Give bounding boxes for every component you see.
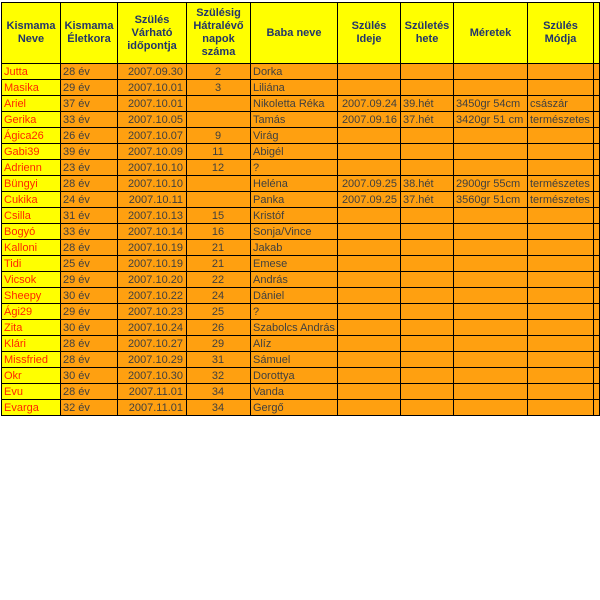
- column-header-baba_neve[interactable]: Baba neve: [251, 3, 338, 64]
- cell-baba_neve[interactable]: Nikoletta Réka: [251, 96, 338, 112]
- column-header-szuletes_hete[interactable]: Születés hete: [401, 3, 454, 64]
- cell-kismama_neve[interactable]: Kalloni: [2, 240, 61, 256]
- cell-cutoff: [594, 336, 600, 352]
- cell-szuletes_hete[interactable]: [401, 208, 454, 224]
- cell-kismama_eletkora[interactable]: 31 év: [61, 208, 118, 224]
- table-row: [2, 192, 600, 208]
- cell-szules_ideje[interactable]: [338, 80, 401, 96]
- cell-szulesig_napok[interactable]: 15: [187, 208, 251, 224]
- cell-cutoff: [594, 192, 600, 208]
- cell-szuletes_hete[interactable]: [401, 144, 454, 160]
- cell-szulesig_napok[interactable]: [187, 112, 251, 128]
- cell-kismama_eletkora[interactable]: 23 év: [61, 160, 118, 176]
- cell-szules_varhato[interactable]: 2007.10.07: [118, 128, 187, 144]
- cell-cutoff: [594, 128, 600, 144]
- cell-baba_neve[interactable]: Sonja/Vince: [251, 224, 338, 240]
- cell-cutoff: [594, 384, 600, 400]
- cell-kismama_neve[interactable]: Büngyi: [2, 176, 61, 192]
- cell-meretek[interactable]: [454, 320, 528, 336]
- cell-szulesig_napok[interactable]: 22: [187, 272, 251, 288]
- cell-baba_neve[interactable]: Abigél: [251, 144, 338, 160]
- column-header-meretek[interactable]: Méretek: [454, 3, 528, 64]
- cell-cutoff: [594, 368, 600, 384]
- cell-szules_ideje[interactable]: 2007.09.25: [338, 176, 401, 192]
- cell-szuletes_hete[interactable]: 37.hét: [401, 112, 454, 128]
- cell-kismama_eletkora[interactable]: 28 év: [61, 176, 118, 192]
- cell-kismama_neve[interactable]: Csilla: [2, 208, 61, 224]
- cell-szulesig_napok[interactable]: 25: [187, 304, 251, 320]
- cell-szules_ideje[interactable]: [338, 224, 401, 240]
- cell-szules_ideje[interactable]: [338, 240, 401, 256]
- cell-szules_varhato[interactable]: 2007.10.19: [118, 256, 187, 272]
- cell-baba_neve[interactable]: Tamás: [251, 112, 338, 128]
- cell-szulesig_napok[interactable]: 11: [187, 144, 251, 160]
- cell-cutoff: [594, 112, 600, 128]
- cell-kismama_eletkora[interactable]: 29 év: [61, 304, 118, 320]
- cell-szules_ideje[interactable]: [338, 128, 401, 144]
- cell-szulesig_napok[interactable]: 34: [187, 384, 251, 400]
- cell-szules_ideje[interactable]: 2007.09.25: [338, 192, 401, 208]
- column-header-szules_ideje[interactable]: Szülés Ideje: [338, 3, 401, 64]
- table-row: [2, 64, 600, 80]
- cell-szules_modja[interactable]: [528, 128, 594, 144]
- cell-kismama_eletkora[interactable]: 30 év: [61, 288, 118, 304]
- cell-meretek[interactable]: [454, 128, 528, 144]
- cell-szules_modja[interactable]: [528, 304, 594, 320]
- table-row: [2, 160, 600, 176]
- cell-meretek[interactable]: [454, 256, 528, 272]
- cell-szules_varhato[interactable]: 2007.10.24: [118, 320, 187, 336]
- column-header-cutoff: [594, 3, 600, 64]
- cell-szules_modja[interactable]: [528, 288, 594, 304]
- cell-szulesig_napok[interactable]: [187, 192, 251, 208]
- cell-kismama_eletkora[interactable]: 30 év: [61, 368, 118, 384]
- cell-szules_varhato[interactable]: 2007.10.29: [118, 352, 187, 368]
- cell-szules_varhato[interactable]: 2007.11.01: [118, 384, 187, 400]
- cell-szulesig_napok[interactable]: 21: [187, 256, 251, 272]
- cell-szules_varhato[interactable]: 2007.11.01: [118, 400, 187, 416]
- cell-baba_neve[interactable]: Szabolcs András: [251, 320, 338, 336]
- cell-szuletes_hete[interactable]: [401, 336, 454, 352]
- cell-szules_ideje[interactable]: 2007.09.24: [338, 96, 401, 112]
- header-row: [2, 3, 600, 64]
- cell-baba_neve[interactable]: Jakab: [251, 240, 338, 256]
- cell-szulesig_napok[interactable]: 3: [187, 80, 251, 96]
- table-row: [2, 80, 600, 96]
- cell-szules_ideje[interactable]: [338, 368, 401, 384]
- cell-cutoff: [594, 80, 600, 96]
- cell-szules_varhato[interactable]: 2007.10.30: [118, 368, 187, 384]
- cell-cutoff: [594, 352, 600, 368]
- cell-szules_modja[interactable]: [528, 240, 594, 256]
- cell-kismama_eletkora[interactable]: 32 év: [61, 400, 118, 416]
- cell-szules_modja[interactable]: [528, 256, 594, 272]
- cell-szules_ideje[interactable]: [338, 352, 401, 368]
- cell-kismama_neve[interactable]: Gerika: [2, 112, 61, 128]
- cell-kismama_eletkora[interactable]: 25 év: [61, 256, 118, 272]
- cell-szules_varhato[interactable]: 2007.10.22: [118, 288, 187, 304]
- cell-baba_neve[interactable]: Liliána: [251, 80, 338, 96]
- cell-szules_ideje[interactable]: 2007.09.16: [338, 112, 401, 128]
- cell-szules_modja[interactable]: [528, 352, 594, 368]
- cell-szules_varhato[interactable]: 2007.10.01: [118, 96, 187, 112]
- cell-szules_varhato[interactable]: 2007.10.13: [118, 208, 187, 224]
- table-row: [2, 352, 600, 368]
- cell-szules_ideje[interactable]: [338, 272, 401, 288]
- column-header-kismama_eletkora[interactable]: Kismama Életkora: [61, 3, 118, 64]
- cell-cutoff: [594, 224, 600, 240]
- cell-szules_ideje[interactable]: [338, 320, 401, 336]
- cell-meretek[interactable]: [454, 80, 528, 96]
- cell-cutoff: [594, 144, 600, 160]
- cell-szules_ideje[interactable]: [338, 144, 401, 160]
- cell-szuletes_hete[interactable]: [401, 400, 454, 416]
- cell-kismama_neve[interactable]: Ági29: [2, 304, 61, 320]
- cell-kismama_eletkora[interactable]: 28 év: [61, 384, 118, 400]
- cell-szules_modja[interactable]: [528, 160, 594, 176]
- cell-szuletes_hete[interactable]: 38.hét: [401, 176, 454, 192]
- cell-szulesig_napok[interactable]: 21: [187, 240, 251, 256]
- table-row: [2, 272, 600, 288]
- cell-meretek[interactable]: [454, 240, 528, 256]
- cell-kismama_neve[interactable]: Vicsok: [2, 272, 61, 288]
- cell-kismama_eletkora[interactable]: 33 év: [61, 112, 118, 128]
- cell-meretek[interactable]: [454, 368, 528, 384]
- cell-baba_neve[interactable]: Kristóf: [251, 208, 338, 224]
- cell-kismama_eletkora[interactable]: 24 év: [61, 192, 118, 208]
- column-header-kismama_neve[interactable]: Kismama Neve: [2, 3, 61, 64]
- cell-baba_neve[interactable]: Vanda: [251, 384, 338, 400]
- cell-szuletes_hete[interactable]: [401, 80, 454, 96]
- column-header-szules_varhato[interactable]: Szülés Várható időpontja: [118, 3, 187, 64]
- cell-szules_ideje[interactable]: [338, 336, 401, 352]
- cell-meretek[interactable]: [454, 208, 528, 224]
- cell-kismama_neve[interactable]: Jutta: [2, 64, 61, 80]
- cell-szules_modja[interactable]: [528, 80, 594, 96]
- cell-szulesig_napok[interactable]: 32: [187, 368, 251, 384]
- cell-szules_varhato[interactable]: 2007.10.27: [118, 336, 187, 352]
- cell-meretek[interactable]: [454, 336, 528, 352]
- cell-kismama_neve[interactable]: Zita: [2, 320, 61, 336]
- cell-szules_ideje[interactable]: [338, 400, 401, 416]
- cell-cutoff: [594, 272, 600, 288]
- cell-szuletes_hete[interactable]: [401, 240, 454, 256]
- cell-szuletes_hete[interactable]: [401, 352, 454, 368]
- cell-cutoff: [594, 160, 600, 176]
- cell-szuletes_hete[interactable]: [401, 320, 454, 336]
- cell-kismama_neve[interactable]: Okr: [2, 368, 61, 384]
- cell-meretek[interactable]: [454, 352, 528, 368]
- cell-szuletes_hete[interactable]: 37.hét: [401, 192, 454, 208]
- cell-meretek[interactable]: [454, 400, 528, 416]
- cell-szuletes_hete[interactable]: [401, 304, 454, 320]
- kismama-table: [1, 2, 600, 416]
- table-row: [2, 176, 600, 192]
- cell-szules_modja[interactable]: természetes: [528, 112, 594, 128]
- cell-szules_ideje[interactable]: [338, 304, 401, 320]
- cell-szuletes_hete[interactable]: [401, 64, 454, 80]
- cell-szules_varhato[interactable]: 2007.10.10: [118, 176, 187, 192]
- cell-szulesig_napok[interactable]: 16: [187, 224, 251, 240]
- cell-kismama_neve[interactable]: Adrienn: [2, 160, 61, 176]
- cell-kismama_neve[interactable]: Sheepy: [2, 288, 61, 304]
- cell-szules_varhato[interactable]: 2007.10.09: [118, 144, 187, 160]
- cell-baba_neve[interactable]: Panka: [251, 192, 338, 208]
- cell-baba_neve[interactable]: ?: [251, 160, 338, 176]
- cell-kismama_eletkora[interactable]: 30 év: [61, 320, 118, 336]
- cell-cutoff: [594, 240, 600, 256]
- cell-szuletes_hete[interactable]: [401, 160, 454, 176]
- cell-szules_varhato[interactable]: 2007.10.19: [118, 240, 187, 256]
- cell-szulesig_napok[interactable]: 34: [187, 400, 251, 416]
- table-row: [2, 240, 600, 256]
- table-row: [2, 208, 600, 224]
- cell-meretek[interactable]: [454, 304, 528, 320]
- cell-meretek[interactable]: 2900gr 55cm: [454, 176, 528, 192]
- cell-szules_modja[interactable]: [528, 320, 594, 336]
- column-header-szules_modja[interactable]: Szülés Módja: [528, 3, 594, 64]
- cell-meretek[interactable]: [454, 144, 528, 160]
- cell-meretek[interactable]: [454, 160, 528, 176]
- column-header-szulesig_napok[interactable]: Szülésig Hátralévő napok száma: [187, 3, 251, 64]
- cell-szules_modja[interactable]: természetes: [528, 176, 594, 192]
- cell-szules_modja[interactable]: [528, 144, 594, 160]
- cell-kismama_eletkora[interactable]: 28 év: [61, 336, 118, 352]
- cell-cutoff: [594, 320, 600, 336]
- cell-meretek[interactable]: [454, 288, 528, 304]
- table-row: [2, 304, 600, 320]
- table-row: [2, 224, 600, 240]
- cell-szuletes_hete[interactable]: [401, 384, 454, 400]
- cell-szules_ideje[interactable]: [338, 64, 401, 80]
- cell-szules_modja[interactable]: császár: [528, 96, 594, 112]
- cell-szules_modja[interactable]: [528, 64, 594, 80]
- cell-baba_neve[interactable]: Virág: [251, 128, 338, 144]
- cell-kismama_eletkora[interactable]: 29 év: [61, 80, 118, 96]
- cell-kismama_neve[interactable]: Missfried: [2, 352, 61, 368]
- cell-kismama_eletkora[interactable]: 28 év: [61, 240, 118, 256]
- cell-kismama_eletkora[interactable]: 29 év: [61, 272, 118, 288]
- cell-kismama_eletkora[interactable]: 26 év: [61, 128, 118, 144]
- cell-baba_neve[interactable]: Dorka: [251, 64, 338, 80]
- cell-kismama_neve[interactable]: Cukika: [2, 192, 61, 208]
- cell-szules_varhato[interactable]: 2007.10.23: [118, 304, 187, 320]
- cell-baba_neve[interactable]: Gergő: [251, 400, 338, 416]
- cell-szulesig_napok[interactable]: 26: [187, 320, 251, 336]
- cell-cutoff: [594, 400, 600, 416]
- cell-szules_modja[interactable]: [528, 400, 594, 416]
- cell-cutoff: [594, 208, 600, 224]
- cell-szulesig_napok[interactable]: 2: [187, 64, 251, 80]
- cell-szules_modja[interactable]: természetes: [528, 192, 594, 208]
- cell-cutoff: [594, 64, 600, 80]
- cell-szules_varhato[interactable]: 2007.10.20: [118, 272, 187, 288]
- cell-meretek[interactable]: 3450gr 54cm: [454, 96, 528, 112]
- cell-kismama_eletkora[interactable]: 28 év: [61, 64, 118, 80]
- table-row: [2, 288, 600, 304]
- cell-kismama_neve[interactable]: Ágica26: [2, 128, 61, 144]
- cell-szuletes_hete[interactable]: [401, 368, 454, 384]
- cell-cutoff: [594, 176, 600, 192]
- cell-kismama_eletkora[interactable]: 39 év: [61, 144, 118, 160]
- table-row: [2, 112, 600, 128]
- cell-szules_varhato[interactable]: 2007.10.14: [118, 224, 187, 240]
- cell-baba_neve[interactable]: Heléna: [251, 176, 338, 192]
- cell-szuletes_hete[interactable]: [401, 224, 454, 240]
- cell-szules_varhato[interactable]: 2007.10.11: [118, 192, 187, 208]
- cell-meretek[interactable]: [454, 384, 528, 400]
- cell-kismama_neve[interactable]: Evarga: [2, 400, 61, 416]
- table-body: [2, 64, 600, 416]
- cell-szules_ideje[interactable]: [338, 256, 401, 272]
- cell-baba_neve[interactable]: András: [251, 272, 338, 288]
- cell-kismama_neve[interactable]: Gabi39: [2, 144, 61, 160]
- cell-kismama_neve[interactable]: Tidi: [2, 256, 61, 272]
- cell-szules_modja[interactable]: [528, 272, 594, 288]
- cell-baba_neve[interactable]: Dániel: [251, 288, 338, 304]
- cell-szuletes_hete[interactable]: [401, 288, 454, 304]
- cell-kismama_eletkora[interactable]: 37 év: [61, 96, 118, 112]
- cell-cutoff: [594, 96, 600, 112]
- cell-szulesig_napok[interactable]: 31: [187, 352, 251, 368]
- cell-cutoff: [594, 288, 600, 304]
- cell-kismama_neve[interactable]: Ariel: [2, 96, 61, 112]
- cell-szules_varhato[interactable]: 2007.10.10: [118, 160, 187, 176]
- table-row: [2, 400, 600, 416]
- cell-szules_modja[interactable]: [528, 336, 594, 352]
- cell-szuletes_hete[interactable]: [401, 272, 454, 288]
- table-row: [2, 128, 600, 144]
- cell-kismama_neve[interactable]: Evu: [2, 384, 61, 400]
- table-row: [2, 144, 600, 160]
- cell-kismama_eletkora[interactable]: 33 év: [61, 224, 118, 240]
- table-row: [2, 96, 600, 112]
- table-row: [2, 336, 600, 352]
- cell-kismama_eletkora[interactable]: 28 év: [61, 352, 118, 368]
- table-row: [2, 368, 600, 384]
- cell-szulesig_napok[interactable]: [187, 96, 251, 112]
- cell-cutoff: [594, 304, 600, 320]
- cell-szulesig_napok[interactable]: 12: [187, 160, 251, 176]
- cell-szules_modja[interactable]: [528, 224, 594, 240]
- table-row: [2, 256, 600, 272]
- cell-szules_modja[interactable]: [528, 384, 594, 400]
- cell-baba_neve[interactable]: Dorottya: [251, 368, 338, 384]
- cell-szuletes_hete[interactable]: 39.hét: [401, 96, 454, 112]
- cell-meretek[interactable]: 3420gr 51 cm: [454, 112, 528, 128]
- cell-szules_varhato[interactable]: 2007.10.05: [118, 112, 187, 128]
- cell-cutoff: [594, 256, 600, 272]
- cell-meretek[interactable]: [454, 272, 528, 288]
- cell-kismama_neve[interactable]: Bogyó: [2, 224, 61, 240]
- cell-szuletes_hete[interactable]: [401, 128, 454, 144]
- cell-szuletes_hete[interactable]: [401, 256, 454, 272]
- cell-szules_modja[interactable]: [528, 368, 594, 384]
- cell-kismama_neve[interactable]: Masika: [2, 80, 61, 96]
- cell-szules_ideje[interactable]: [338, 384, 401, 400]
- cell-baba_neve[interactable]: Emese: [251, 256, 338, 272]
- table-row: [2, 320, 600, 336]
- cell-szulesig_napok[interactable]: 24: [187, 288, 251, 304]
- cell-meretek[interactable]: [454, 64, 528, 80]
- cell-baba_neve[interactable]: ?: [251, 304, 338, 320]
- cell-szules_ideje[interactable]: [338, 288, 401, 304]
- cell-kismama_neve[interactable]: Klári: [2, 336, 61, 352]
- cell-szules_modja[interactable]: [528, 208, 594, 224]
- cell-baba_neve[interactable]: Alíz: [251, 336, 338, 352]
- cell-szules_varhato[interactable]: 2007.10.01: [118, 80, 187, 96]
- table-row: [2, 384, 600, 400]
- cell-szules_ideje[interactable]: [338, 208, 401, 224]
- cell-meretek[interactable]: [454, 224, 528, 240]
- cell-szules_ideje[interactable]: [338, 160, 401, 176]
- cell-szulesig_napok[interactable]: 9: [187, 128, 251, 144]
- cell-meretek[interactable]: 3560gr 51cm: [454, 192, 528, 208]
- cell-szulesig_napok[interactable]: 29: [187, 336, 251, 352]
- cell-szulesig_napok[interactable]: [187, 176, 251, 192]
- cell-baba_neve[interactable]: Sámuel: [251, 352, 338, 368]
- cell-szules_varhato[interactable]: 2007.09.30: [118, 64, 187, 80]
